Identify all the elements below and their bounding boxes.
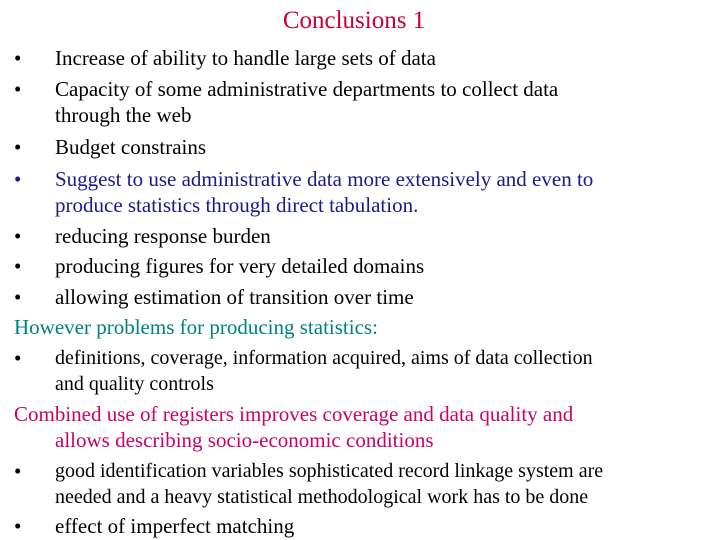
text-line: produce statistics through direct tabulation. [55, 193, 419, 217]
section-heading: Combined use of registers improves coverage and data quality and [14, 402, 574, 426]
text-line: reducing response burden [55, 224, 271, 248]
section-heading: However problems for producing statistics: [14, 315, 378, 339]
bullet-marker: • [14, 77, 22, 101]
text-line: Increase of ability to handle large sets of data [55, 46, 436, 70]
bullet-marker: • [14, 224, 22, 248]
text-line: effect of imperfect matching [55, 514, 295, 538]
text-line: Capacity of some administrative departments to collect data [55, 77, 559, 101]
text-line: needed and a heavy statistical methodological work has to be done [55, 486, 589, 508]
text-line: definitions, coverage, information acquired, aims of data collection [55, 347, 593, 369]
bullet-marker: • [14, 254, 22, 278]
bullet-marker: • [14, 285, 22, 309]
text-line: producing figures for very detailed domains [55, 254, 425, 278]
bullet-marker: • [14, 46, 22, 70]
text-line: allowing estimation of transition over time [55, 285, 414, 309]
text-line: Budget constrains [55, 135, 207, 159]
slide-title: Conclusions 1 [282, 7, 426, 34]
bullet-marker: • [14, 167, 22, 191]
bullet-marker: • [14, 346, 22, 370]
bullet-marker: • [14, 514, 22, 538]
bullet-marker: • [14, 459, 22, 483]
section-heading-continued: allows describing socio-economic conditions [55, 428, 434, 452]
text-line: through the web [55, 103, 192, 127]
text-line: good identification variables sophisticated record linkage system are [55, 460, 604, 482]
bullet-marker: • [14, 135, 22, 159]
text-line: and quality controls [55, 373, 214, 395]
text-line: Suggest to use administrative data more extensively and even to [55, 167, 594, 191]
